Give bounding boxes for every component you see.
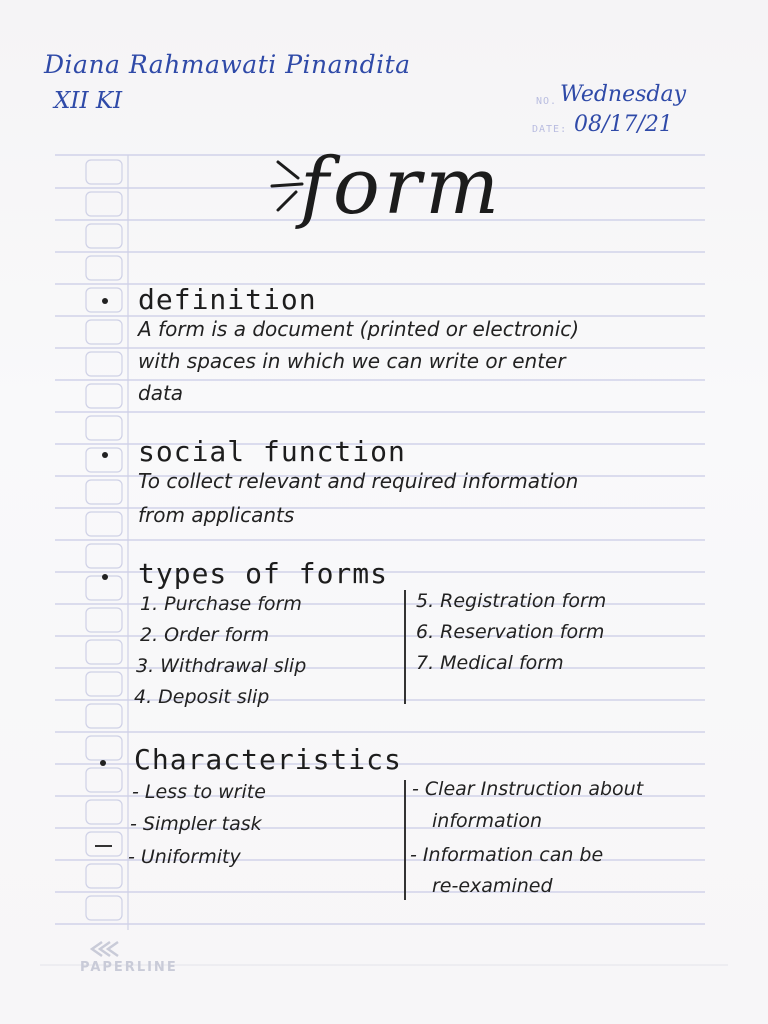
characteristics-item: - Less to write — [132, 781, 266, 803]
social-function-line-2: from applicants — [138, 503, 295, 527]
date-label: DATE: — [532, 124, 568, 135]
types-item: 5. Registration form — [416, 590, 607, 612]
types-item: 3. Withdrawal slip — [136, 655, 307, 677]
characteristics-item: information — [432, 810, 542, 832]
definition-heading: definition — [138, 283, 317, 316]
column-divider — [404, 590, 406, 704]
types-item: 2. Order form — [140, 624, 270, 646]
bullet-dot — [102, 452, 108, 458]
bullet-dot — [102, 298, 108, 304]
date-value: 08/17/21 — [574, 112, 673, 137]
characteristics-item: - Uniformity — [128, 846, 241, 868]
types-item: 7. Medical form — [416, 652, 564, 674]
definition-line-1: A form is a document (printed or electronic) — [138, 317, 580, 341]
definition-line-2: with spaces in which we can write or enter — [138, 349, 566, 373]
characteristics-item: - Information can be — [410, 844, 604, 866]
social-function-line-1: To collect relevant and required information — [138, 469, 579, 493]
characteristics-item: - Clear Instruction about — [412, 778, 644, 800]
column-divider — [404, 780, 406, 900]
social-function-heading: social function — [138, 435, 406, 468]
types-item: 6. Reservation form — [416, 621, 605, 643]
types-heading: types of forms — [138, 557, 389, 590]
student-name: Diana Rahmawati Pinandita — [44, 50, 411, 79]
types-item: 4. Deposit slip — [134, 686, 270, 708]
no-label: NO. — [536, 96, 558, 107]
bullet-dot — [100, 760, 106, 766]
day-value: Wednesday — [560, 82, 687, 107]
characteristics-item: re-examined — [432, 875, 553, 897]
characteristics-heading: Characteristics — [134, 743, 402, 776]
page-title: form — [300, 142, 504, 232]
student-class: XII KI — [54, 88, 123, 114]
types-item: 1. Purchase form — [140, 593, 302, 615]
bullet-dot — [102, 574, 108, 580]
brand-name: PAPERLINE — [80, 960, 178, 975]
paperline-logo-icon — [80, 940, 120, 958]
characteristics-item: - Simpler task — [130, 813, 262, 835]
definition-line-3: data — [138, 381, 184, 405]
